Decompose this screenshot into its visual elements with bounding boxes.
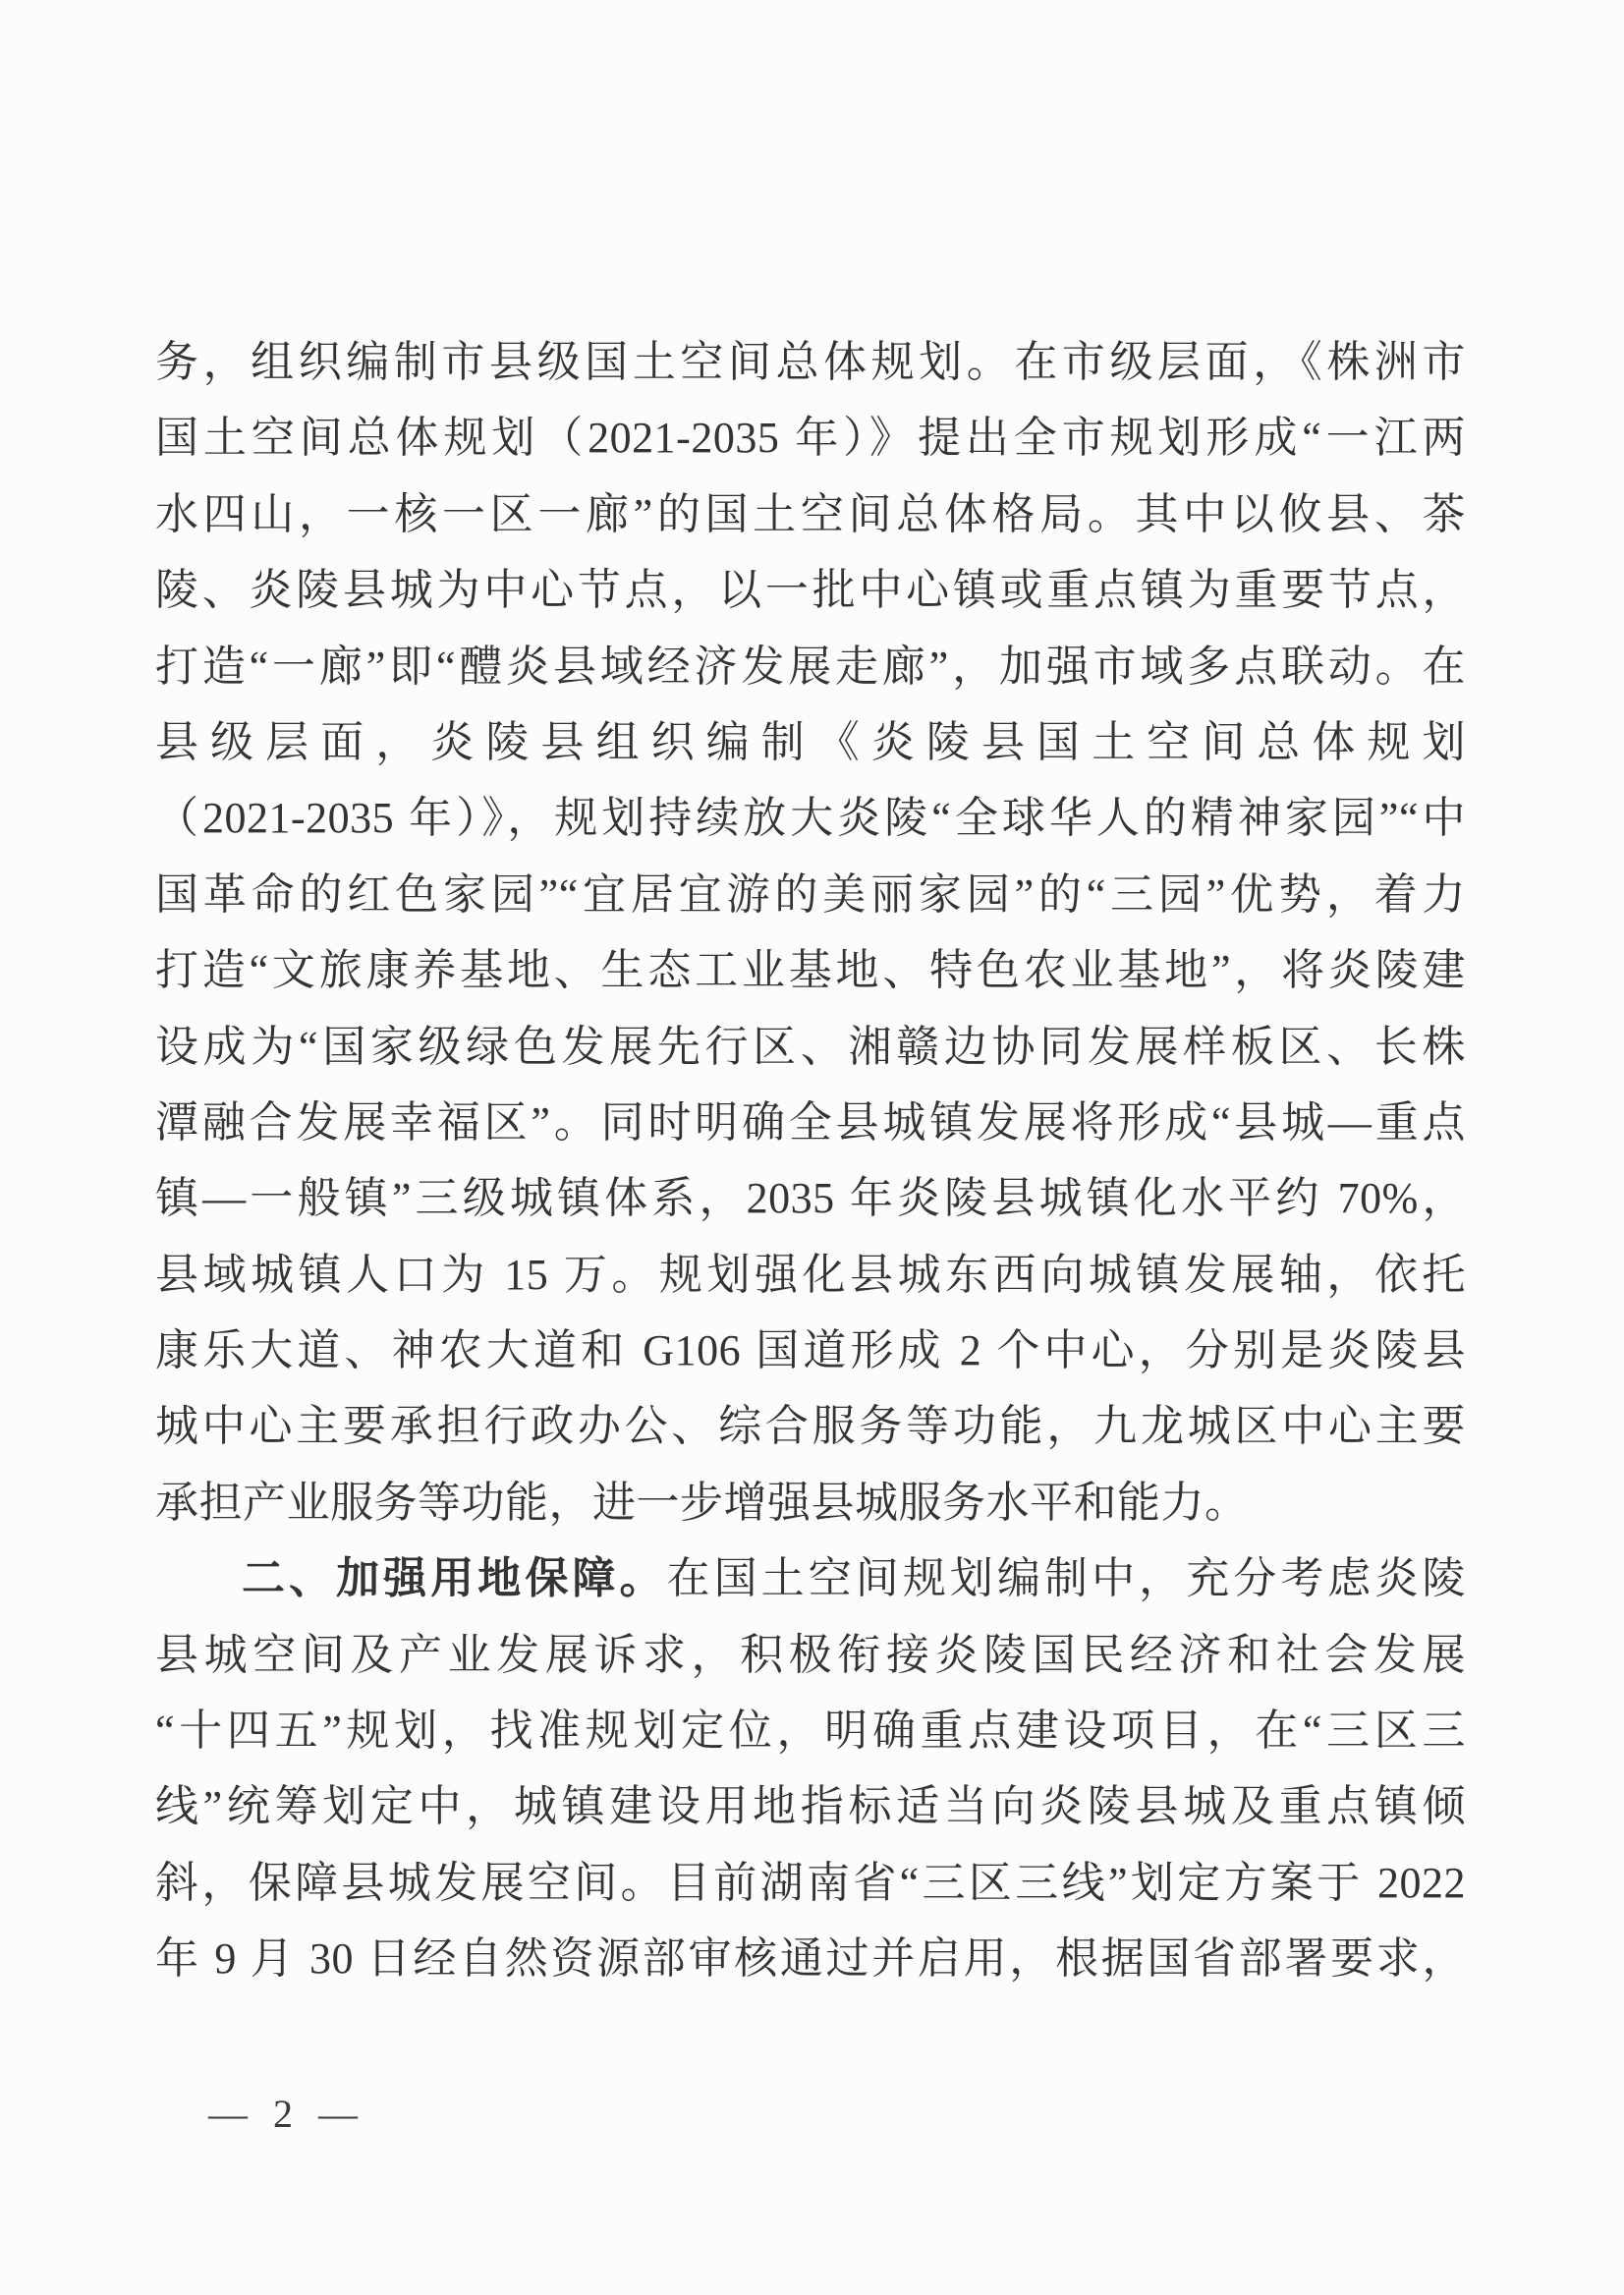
body-line: “十四五”规划，找准规划定位，明确重点建设项目，在“三区三 <box>155 1707 1466 1756</box>
body-line: 县域城镇人口为 15 万。规划强化县城东西向城镇发展轴，依托 <box>155 1250 1466 1299</box>
body-line: 陵、炎陵县城为中心节点，以一批中心镇或重点镇为重要节点， <box>155 566 1466 615</box>
body-line: 康乐大道、神农大道和 G106 国道形成 2 个中心，分别是炎陵县 <box>155 1326 1466 1375</box>
body-line-section-start <box>155 1540 1466 1616</box>
body-line: 潭融合发展幸福区”。同时明确全县城镇发展将形成“县城—重点 <box>155 1097 1466 1147</box>
body-line: 承担产业服务等功能，进一步增强县城服务水平和能力。 <box>155 1478 1249 1527</box>
body-line: 水四山，一核一区一廊”的国土空间总体格局。其中以攸县、茶 <box>155 489 1466 538</box>
document-body <box>155 324 1466 1997</box>
section-heading: 二、加强用地保障。 <box>242 1554 667 1603</box>
page-number: — 2 — <box>208 2092 365 2136</box>
body-line: 城中心主要承担行政办公、综合服务等功能，九龙城区中心主要 <box>155 1402 1466 1451</box>
body-line: 打造“文旅康养基地、生态工业基地、特色农业基地”，将炎陵建 <box>155 946 1466 995</box>
body-line: 国土空间总体规划（2021-2035 年）》提出全市规划形成“一江两 <box>155 414 1466 463</box>
body-line: 县级层面，炎陵县组织编制《炎陵县国土空间总体规划 <box>155 717 1466 766</box>
body-line: 打造“一廊”即“醴炎县域经济发展走廊”，加强市域多点联动。在 <box>155 642 1466 691</box>
body-line: 镇—一般镇”三级城镇体系，2035 年炎陵县城镇化水平约 70%， <box>155 1174 1466 1223</box>
body-line: 设成为“国家级绿色发展先行区、湘赣边协同发展样板区、长株 <box>155 1022 1466 1071</box>
section-heading-line-text: 在国土空间规划编制中，充分考虑炎陵 <box>666 1554 1467 1603</box>
body-line: 斜，保障县城发展空间。目前湖南省“三区三线”划定方案于 2022 <box>155 1858 1466 1907</box>
body-line: 国革命的红色家园”“宜居宜游的美丽家园”的“三园”优势，着力 <box>155 869 1466 919</box>
body-line: （2021-2035 年）》，规划持续放大炎陵“全球华人的精神家园”“中 <box>155 794 1466 843</box>
body-line: 线”统筹划定中，城镇建设用地指标适当向炎陵县城及重点镇倾 <box>155 1782 1466 1831</box>
body-line: 县城空间及产业发展诉求，积极衔接炎陵国民经济和社会发展 <box>155 1630 1466 1679</box>
body-line: 年 9 月 30 日经自然资源部审核通过并启用，根据国省部署要求， <box>155 1934 1466 1984</box>
body-line: 务，组织编制市县级国土空间总体规划。在市级层面，《株洲市 <box>155 338 1466 386</box>
